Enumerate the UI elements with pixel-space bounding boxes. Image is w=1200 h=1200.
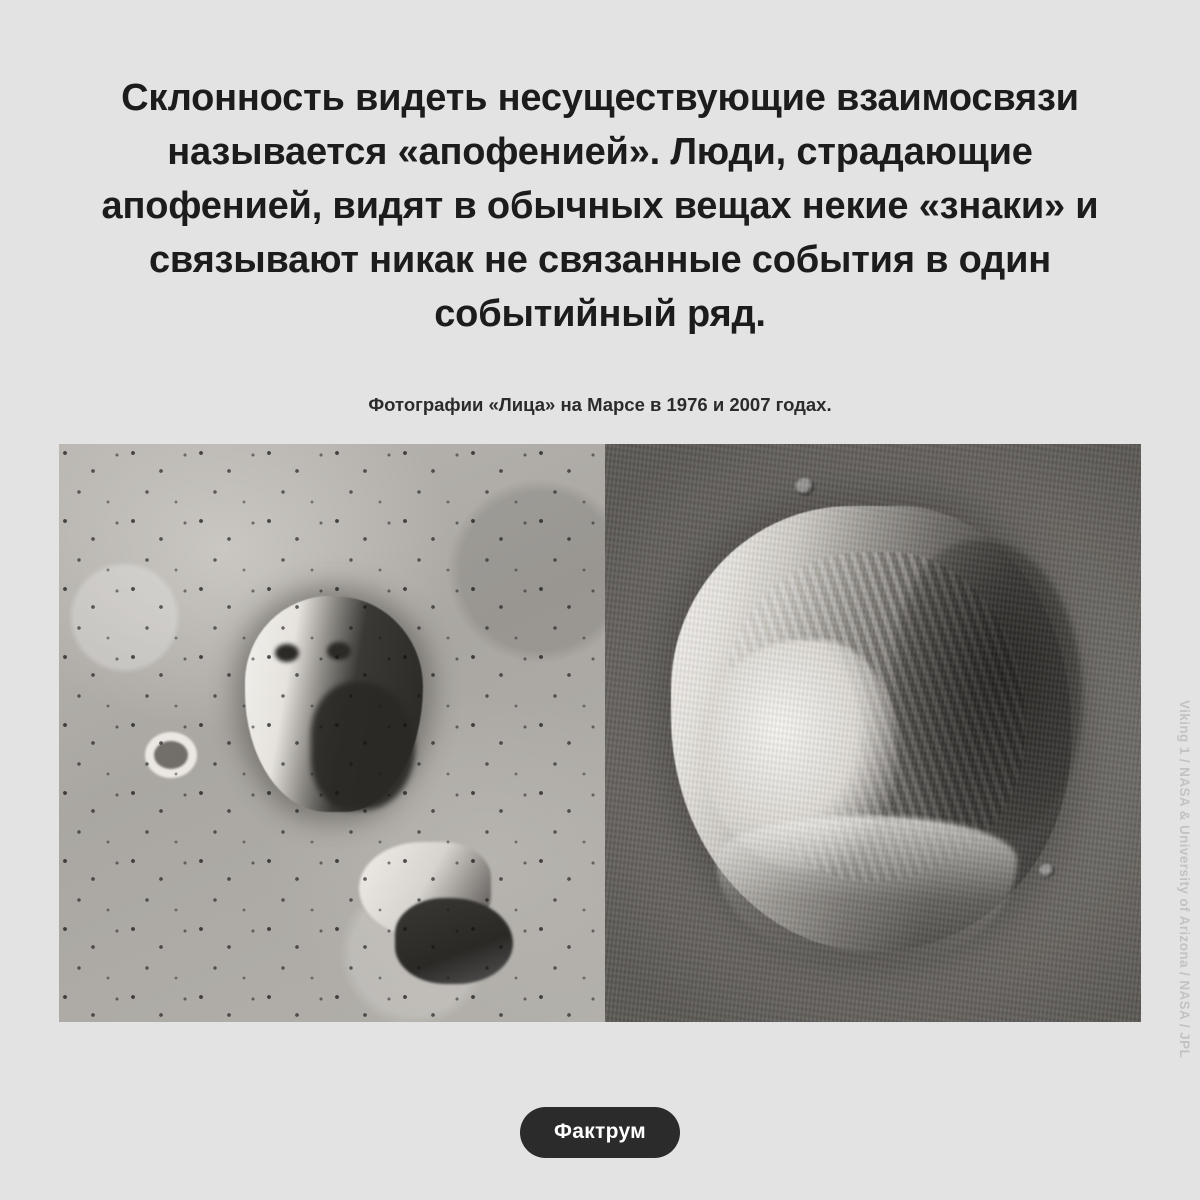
page-title: Склонность видеть несуществующие взаимосвязи называется «апофенией». Люди, страдающие апофенией, видят в обычных вещах некие «знаки» и связывают никак не связанные события в один событийный ряд.	[101, 77, 1099, 335]
mro-image-grain	[605, 444, 1141, 1022]
mars-face-viking-1976-image	[59, 444, 605, 1022]
brand-badge: Фактрум	[520, 1107, 680, 1158]
figure-caption: Фотографии «Лица» на Марсе в 1976 и 2007 годах.	[368, 393, 832, 415]
figure-image-pair	[59, 444, 1141, 1022]
viking-film-noise	[59, 444, 605, 1022]
image-credit: Viking 1 / NASA & University of Arizona / NASA / JPL	[1177, 700, 1192, 1059]
mars-face-mro-2007-image	[605, 444, 1141, 1022]
